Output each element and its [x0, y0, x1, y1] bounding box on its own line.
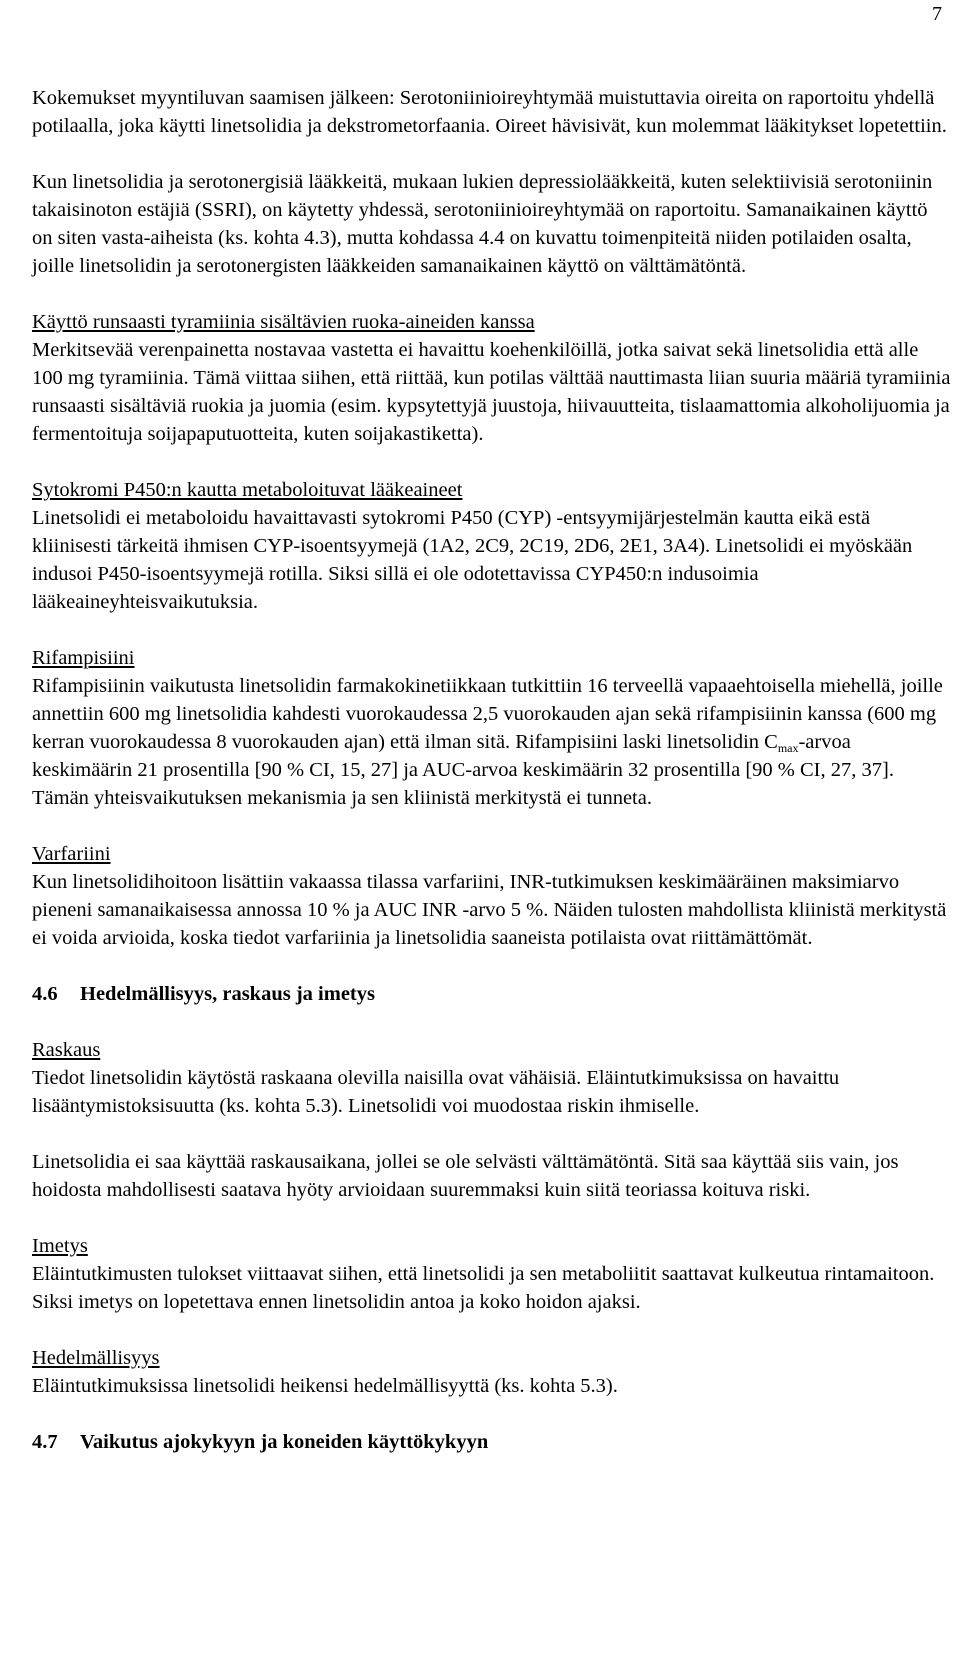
document-body	[32, 84, 952, 1456]
fertility-heading: Hedelmällisyys	[32, 1347, 160, 1369]
paragraph-serotonergic: Kun linetsolidia ja serotonergisiä lääkkeitä, mukaan lukien depressiolääkkeitä, kuten selektiivisiä serotoniinin takaisinoton estäjiä (SSRI), on käytetty yhdessä, serotoniinioireyhtymää on raportoitu. Samanaikainen käyttö on siten vasta-aiheista (ks. kohta 4.3), mutta kohdassa 4.4 on kuvattu toimenpiteitä niiden potilaiden osalta, joille linetsolidin ja serotonergisten lääkkeiden samanaikainen käyttö on välttämätöntä.	[32, 171, 933, 277]
tyramine-heading: Käyttö runsaasti tyramiinia sisältävien ruoka-aineiden kanssa	[32, 311, 535, 333]
rifampicin-body	[32, 672, 952, 812]
warfarin-body: Kun linetsolidihoitoon lisättiin vakaassa tilassa varfariini, INR-tutkimuksen keskimääräinen maksimiarvo pieneni samanaikaisessa annossa 10 % ja AUC INR -arvo 5 %. Näiden tulosten mahdollista kliinistä merkitystä ei voida arvioida, koska tiedot varfariinia ja linetsolidia saaneista potilaista ovat riittämättömät.	[32, 871, 947, 949]
section-4-6-heading	[32, 980, 952, 1008]
pregnancy-heading: Raskaus	[32, 1039, 101, 1061]
warfarin-heading: Varfariini	[32, 843, 111, 865]
pregnancy-body-2: Linetsolidia ei saa käyttää raskausaikana, jollei se ole selvästi välttämätöntä. Sitä saa käyttää siis vain, jos hoidosta mahdollisesti saatava hyöty arvioidaan suuremmaksi kuin siitä teoriassa koituva riski.	[32, 1151, 899, 1201]
fertility-body: Eläintutkimuksissa linetsolidi heikensi hedelmällisyyttä (ks. kohta 5.3).	[32, 1375, 618, 1397]
cmax-subscript: max	[777, 741, 799, 755]
section-4-7-title: Vaikutus ajokykyyn ja koneiden käyttökykyyn	[80, 1431, 489, 1453]
section-4-7-heading	[32, 1428, 952, 1456]
section-4-6-title: Hedelmällisyys, raskaus ja imetys	[80, 983, 375, 1005]
section-4-7-number: 4.7	[32, 1431, 58, 1453]
tyramine-body: Merkitsevää verenpainetta nostavaa vastetta ei havaittu koehenkilöillä, jotka saivat sekä linetsolidia että alle 100 mg tyramiinia. Tämä viittaa siihen, että riittää, kun potilas välttää nauttimasta liian suuria määriä tyramiinia runsaasti sisältäviä ruokia ja juomia (esim. kypsytettyjä juustoja, hiivauutteita, tislaamattomia alkoholijuomia ja fermentoituja soijapaputuotteita, kuten soijakastiketta).	[32, 339, 951, 445]
section-4-6-number: 4.6	[32, 983, 58, 1005]
rifampicin-body-part1: Rifampisiinin vaikutusta linetsolidin farmakokinetiikkaan tutkittiin 16 terveellä vapaaehtoisella miehellä, joille annettiin 600 mg linetsolidia kahdesti vuorokaudessa 2,5 vuorokauden ajan sekä rifampisiinin kanssa (600 mg kerran vuorokaudessa 8 vuorokauden ajan) että ilman sitä. Rifampisiini laski linetsolidin C	[32, 675, 943, 753]
rifampicin-body-part2: -arvoa keskimäärin 21 prosentilla [90 % CI, 15, 27] ja AUC-arvoa keskimäärin 32 prosentilla [90 % CI, 27, 37]. Tämän yhteisvaikutuksen mekanismia ja sen kliinistä merkitystä ei tunneta.	[32, 731, 894, 809]
cyp-body: Linetsolidi ei metaboloidu havaittavasti sytokromi P450 (CYP) -entsyymijärjestelmän kautta eikä estä kliinisesti tärkeitä ihmisen CYP-isoentsyymejä (1A2, 2C9, 2C19, 2D6, 2E1, 3A4). Linetsolidi ei myöskään indusoi P450-isoentsyymejä rotilla. Siksi sillä ei ole odotettavissa CYP450:n indusoimia lääkeaineyhteisvaikutuksia.	[32, 507, 913, 613]
cyp-heading: Sytokromi P450:n kautta metaboloituvat lääkeaineet	[32, 479, 463, 501]
lactation-body: Eläintutkimusten tulokset viittaavat siihen, että linetsolidi ja sen metaboliitit saattavat kulkeutua rintamaitoon. Siksi imetys on lopetettava ennen linetsolidin antoa ja koko hoidon ajaksi.	[32, 1263, 935, 1313]
lactation-heading: Imetys	[32, 1235, 88, 1257]
pregnancy-body-1: Tiedot linetsolidin käytöstä raskaana olevilla naisilla ovat vähäisiä. Eläintutkimuksissa on havaittu lisääntymistoksisuutta (ks. kohta 5.3). Linetsolidi voi muodostaa riskin ihmiselle.	[32, 1067, 840, 1117]
paragraph-postmarketing: Kokemukset myyntiluvan saamisen jälkeen: Serotoniinioireyhtymää muistuttavia oireita on raportoitu yhdellä potilaalla, joka käytti linetsolidia ja dekstrometorfaania. Oireet hävisivät, kun molemmat lääkitykset lopetettiin.	[32, 87, 947, 137]
page-number: 7	[932, 3, 942, 25]
rifampicin-heading: Rifampisiini	[32, 647, 135, 669]
